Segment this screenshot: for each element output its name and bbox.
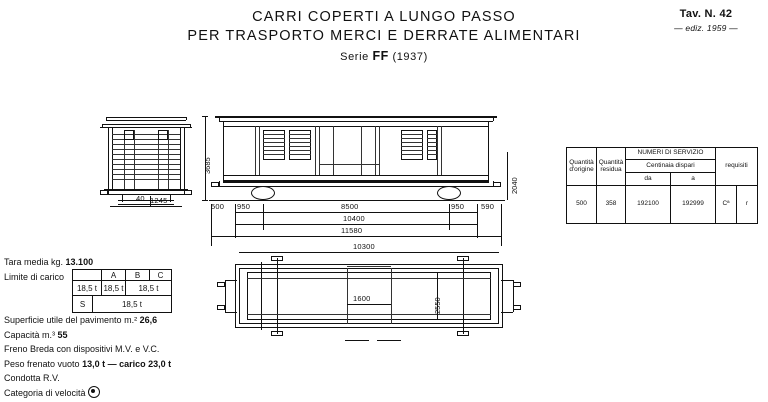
spec-tara xyxy=(4,255,304,270)
dim-10400: 10400 xyxy=(343,214,365,223)
end-elevation-drawing xyxy=(100,112,204,212)
dim-590: 590 xyxy=(481,202,495,211)
load-col-b: B xyxy=(125,270,149,281)
spec-superficie-label: Superficie utile del pavimento m.² xyxy=(4,315,138,325)
td-requisito-2: r xyxy=(736,186,757,223)
load-col-c: C xyxy=(149,270,171,281)
load-row-value-c: 18,5 t xyxy=(125,281,171,296)
spec-condotta-label: Condotta R.V. xyxy=(4,373,60,383)
spec-peso-frenato-value: 13,0 t — carico 23,0 t xyxy=(82,358,172,369)
spec-superficie xyxy=(4,313,304,328)
plate-number-block xyxy=(654,8,758,33)
load-row-value-a: 18,5 t xyxy=(73,281,101,296)
spec-freno-label: Freno Breda con dispositivi M.V. e V.C. xyxy=(4,344,160,354)
spec-categoria-velocita-label: Categoria di velocità xyxy=(4,387,86,398)
load-row-s-value: 18,5 t xyxy=(121,299,142,309)
series-year: (1937) xyxy=(392,51,428,63)
th-numeri-di-servizio: NUMERI DI SERVIZIO xyxy=(625,148,715,160)
dim-end-40: 40 xyxy=(136,194,145,203)
td-requisito-1: Cª xyxy=(715,186,736,223)
spec-capacita xyxy=(4,328,304,343)
dim-1600: 1600 xyxy=(353,294,371,303)
spec-superficie-value: 26,6 xyxy=(139,315,158,325)
spec-peso-frenato xyxy=(4,357,304,372)
series-name: FF xyxy=(372,49,389,63)
th-requisiti: requisiti xyxy=(715,148,757,186)
dim-500: 500 xyxy=(211,202,225,211)
td-quantita-origine: 500 xyxy=(576,200,587,208)
load-row-value-b: 18,5 t xyxy=(101,281,125,296)
spec-capacita-label: Capacità m.³ xyxy=(4,329,56,340)
velocity-category-icon xyxy=(88,386,100,398)
dim-10300: 10300 xyxy=(353,242,375,251)
th-quantita-residua: Quantità residua xyxy=(596,148,625,186)
spec-peso-frenato-label: Peso frenato vuoto xyxy=(4,358,80,369)
series-prefix: Serie xyxy=(340,51,369,63)
edition-note: — ediz. 1959 — xyxy=(674,23,738,33)
service-numbers-table xyxy=(566,147,758,224)
load-limit-table xyxy=(72,269,172,313)
th-centinaia-dispari: Centinaia dispari xyxy=(625,160,715,173)
dim-height-2040: 2040 xyxy=(510,177,519,194)
spec-tara-label: Tara media kg. xyxy=(4,257,64,267)
dim-8500: 8500 xyxy=(341,202,359,211)
dim-11580: 11580 xyxy=(341,226,363,235)
spec-categoria-velocita xyxy=(4,386,304,401)
spec-limite-carico-label: Limite di carico xyxy=(4,271,65,282)
spec-freno xyxy=(4,342,304,357)
dim-950-right: 950 xyxy=(451,202,465,211)
td-da: 192100 xyxy=(625,186,670,223)
series-label xyxy=(0,49,768,63)
title-block xyxy=(0,8,768,63)
dim-height-3685: 3685 xyxy=(203,157,212,174)
load-row-s-label: S xyxy=(73,296,93,312)
th-da: da xyxy=(625,173,670,186)
load-col-a: A xyxy=(101,270,125,281)
page-title-line-1: CARRI COPERTI A LUNGO PASSO xyxy=(252,9,516,25)
th-a: a xyxy=(670,173,715,186)
plate-number: Tav. N. 42 xyxy=(679,8,733,20)
td-quantita-residua: 358 xyxy=(596,186,625,223)
dim-950-left: 950 xyxy=(237,202,251,211)
spec-tara-value: 13.100 xyxy=(65,257,94,267)
dim-2550: 2550 xyxy=(433,297,442,314)
dim-end-1245: 1245 xyxy=(150,196,168,205)
spec-capacita-value: 55 xyxy=(57,329,68,340)
page-title-line-2: PER TRASPORTO MERCI E DERRATE ALIMENTARI xyxy=(187,28,581,44)
th-quantita-origine: Quantità d'origine xyxy=(567,148,596,186)
td-a: 192999 xyxy=(670,186,715,223)
spec-condotta xyxy=(4,371,304,386)
side-elevation-drawing xyxy=(203,112,525,235)
